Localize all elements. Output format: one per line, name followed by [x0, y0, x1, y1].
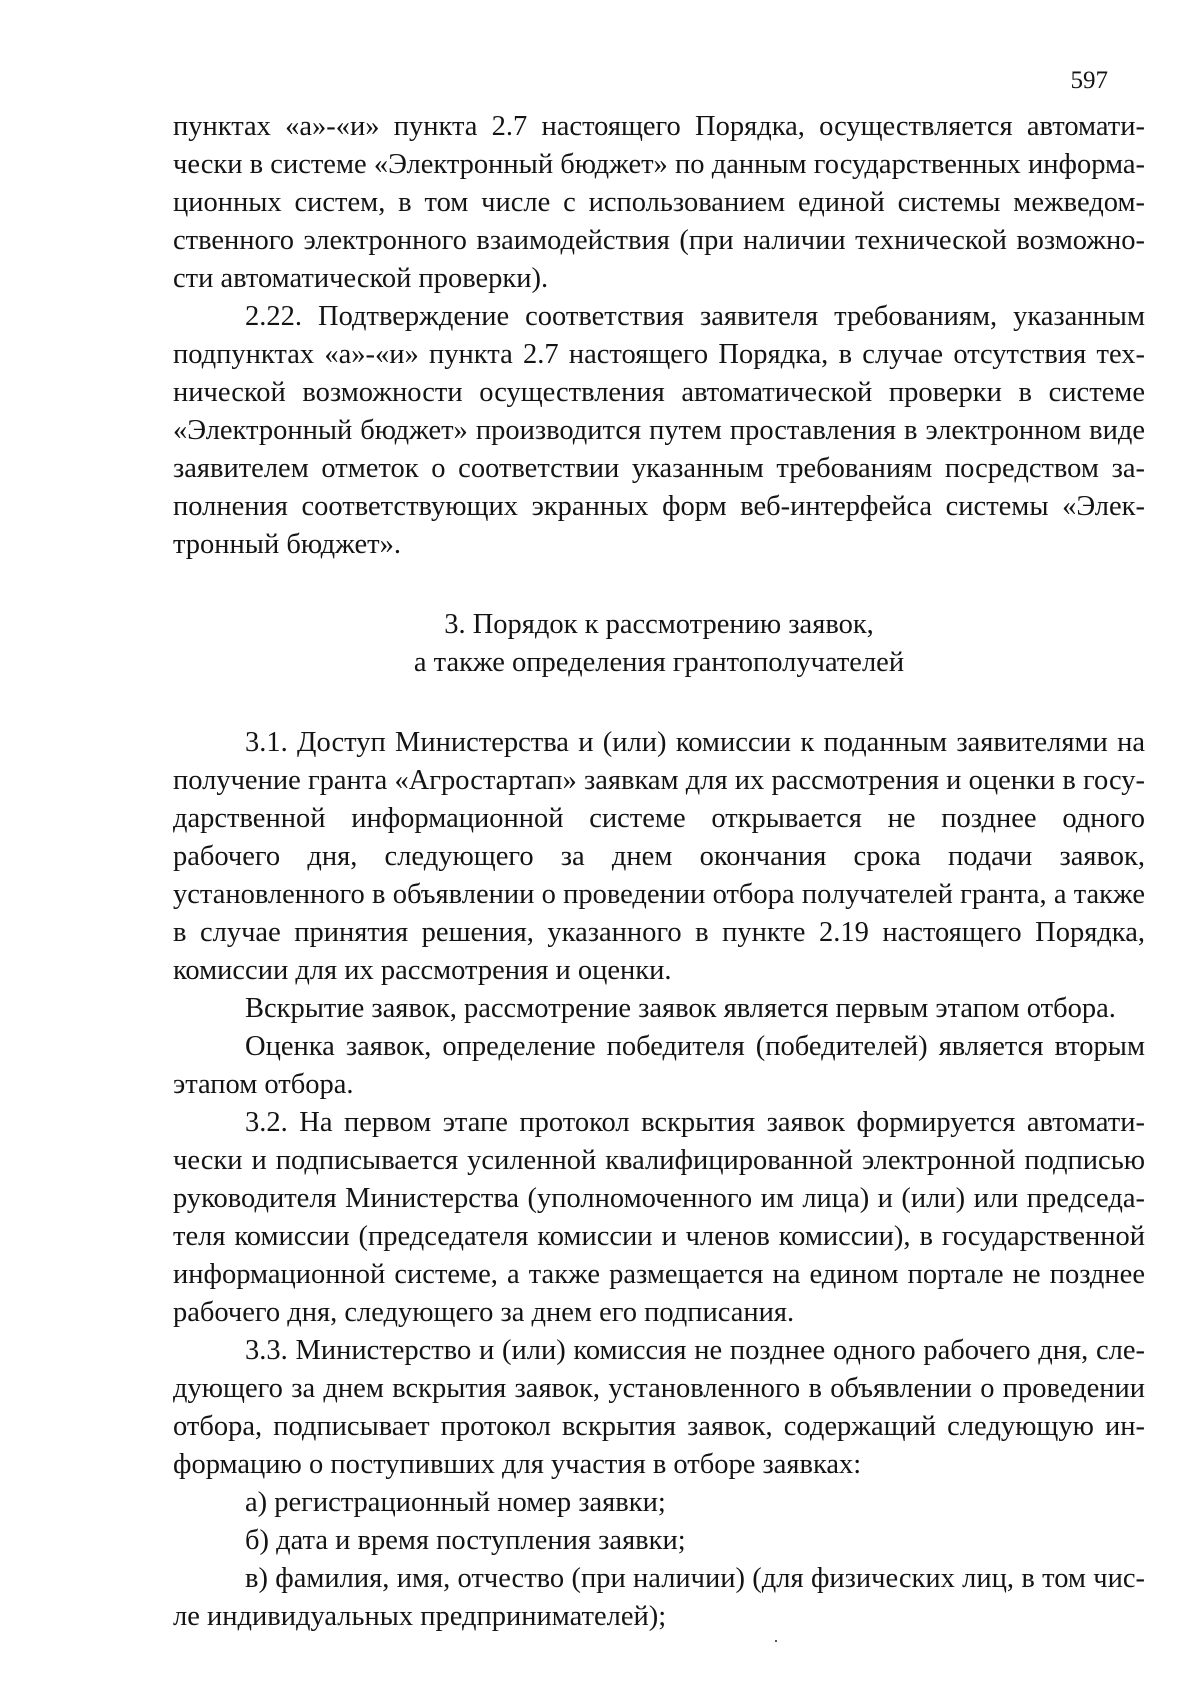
section-heading-line-1: 3. Порядок к рассмотрению заявок, — [444, 609, 874, 640]
paragraph-3-1: 3.1. Доступ Министерства и (или) комиссии к поданным заявителями на получение гранта «Агростартап» заявкам для их рассмотрения и оценки в государственной информационной системе открывается не позднее одного рабочего дня, следующего за днем окончания срока подачи заявок, установленного в объявлении о проведении отбора получателей гранта, а также в случае принятия решения, указанного в пункте 2.19 настоящего Порядка, комиссии для их рассмотрения и оценки. — [173, 727, 1145, 986]
list-item-a: а) регистрационный номер заявки; — [245, 1487, 666, 1518]
paragraph-continuation: пунктах «а»-«и» пункта 2.7 настоящего Порядка, осуществляется автоматически в системе «Электронный бюджет» по данным государственных информационных систем, в том числе с использованием единой системы межведомственного электронного взаимодействия (при наличии технической возможности автоматической проверки). — [173, 111, 1145, 294]
document-body — [173, 108, 1145, 1636]
page-number: 597 — [1070, 67, 1108, 94]
paragraph-first-stage: Вскрытие заявок, рассмотрение заявок является первым этапом отбора. — [245, 993, 1116, 1024]
paragraph-3-3: 3.3. Министерство и (или) комиссия не позднее одного рабочего дня, следующего за днем вскрытия заявок, установленного в объявлении о проведении отбора, подписывает протокол вскрытия заявок, содержащий следующую информацию о поступивших для участия в отборе заявках: — [173, 1335, 1145, 1480]
section-heading-line-2: а также определения грантополучателей — [413, 647, 905, 678]
paragraph-second-stage: Оценка заявок, определение победителя (победителей) является вторым этапом отбора. — [173, 1031, 1145, 1100]
paragraph-2-22: 2.22. Подтверждение соответствия заявителя требованиям, указанным подпунктах «а»-«и» пункта 2.7 настоящего Порядка, в случае отсутствия технической возможности осуществления автоматической проверки в системе «Электронный бюджет» производится путем проставления в электронном виде заявителем отметок о соответствии указанным требованиям посредством заполнения соответствующих экранных форм веб-интерфейса системы «Электронный бюджет». — [173, 301, 1145, 560]
paragraph-3-2: 3.2. На первом этапе протокол вскрытия заявок формируется автоматически и подписывается усиленной квалифицированной электронной подписью руководителя Министерства (уполномоченного им лица) и (или) или председателя комиссии (председателя комиссии и членов комиссии), в государственной информационной системе, а также размещается на едином портале не позднее рабочего дня, следующего за днем его подписания. — [173, 1107, 1145, 1328]
scan-speck — [775, 1640, 777, 1642]
list-item-b: б) дата и время поступления заявки; — [245, 1525, 686, 1556]
list-item-v: в) фамилия, имя, отчество (при наличии) (для физических лиц, в том числе индивидуальных предпринимателей); — [173, 1563, 1145, 1632]
section-heading — [173, 606, 1145, 682]
